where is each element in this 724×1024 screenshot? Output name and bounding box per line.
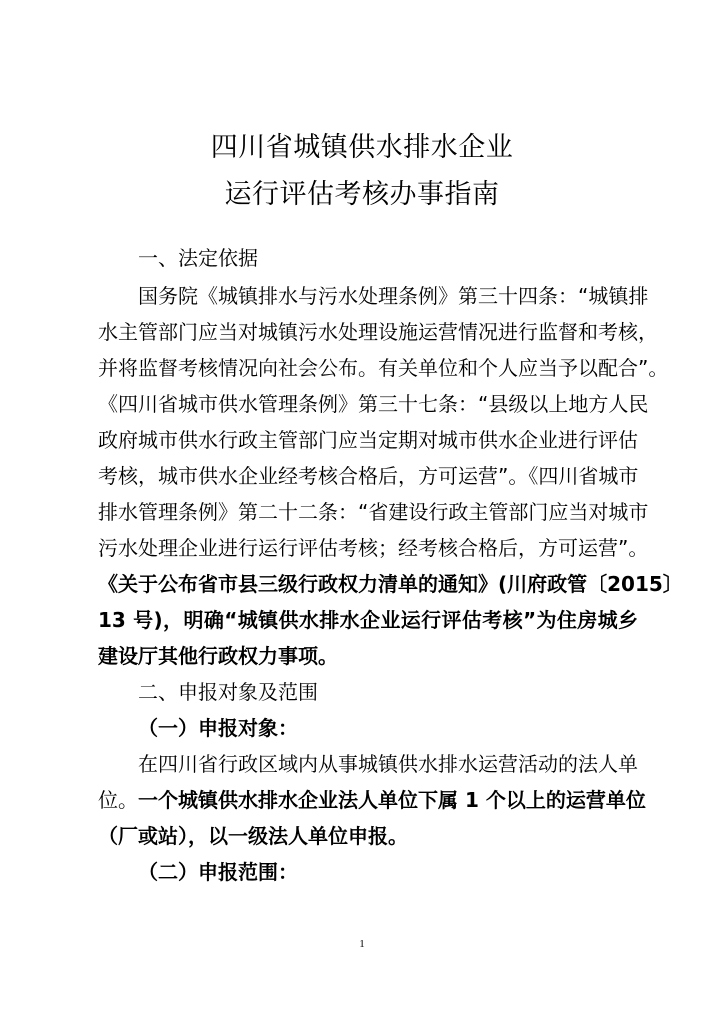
document-title-line-1: 四川省城镇供水排水企业	[210, 132, 514, 163]
paragraph-line: 《四川省城市供水管理条例》第三十七条：“县级以上地方人民	[98, 392, 649, 416]
paragraph-text-bold: 一个城镇供水排水企业法人单位下属 1 个以上的运营单位	[138, 788, 646, 812]
bold-paragraph-line: （厂或站），以一级法人单位申报。	[98, 824, 408, 848]
bold-paragraph-line: 《关于公布省市县三级行政权力清单的通知》(川府政管〔2015〕	[98, 572, 683, 596]
bold-paragraph-line: 13 号)，明确“城镇供水排水企业运行评估考核”为住房城乡	[98, 608, 638, 632]
paragraph-line: 国务院《城镇排水与污水处理条例》第三十四条：“城镇排	[138, 284, 649, 308]
section-2-heading: 二、申报对象及范围	[138, 680, 318, 704]
document-title-line-2: 运行评估考核办事指南	[224, 179, 500, 210]
subsection-1-heading: （一）申报对象：	[138, 716, 298, 740]
bold-paragraph-line: 建设厅其他行政权力事项。	[98, 644, 338, 668]
paragraph-text-normal: 位。	[98, 788, 138, 812]
paragraph-line-mixed	[98, 786, 646, 814]
paragraph-line: 污水处理企业进行运行评估考核；经考核合格后，方可运营”。	[98, 536, 649, 560]
subsection-2-heading: （二）申报范围：	[138, 860, 298, 884]
page-number: 1	[359, 938, 365, 950]
paragraph-line: 政府城市供水行政主管部门应当定期对城市供水企业进行评估	[98, 428, 638, 452]
paragraph-line: 水主管部门应当对城镇污水处理设施运营情况进行监督和考核，	[98, 320, 658, 344]
paragraph-line: 并将监督考核情况向社会公布。有关单位和个人应当予以配合”。	[98, 356, 669, 380]
section-1-heading: 一、法定依据	[138, 246, 258, 270]
paragraph-line: 排水管理条例》第二十二条：“省建设行政主管部门应当对城市	[98, 500, 649, 524]
paragraph-line: 在四川省行政区域内从事城镇供水排水运营活动的法人单	[138, 752, 638, 776]
paragraph-line: 考核，城市供水企业经考核合格后，方可运营”。《四川省城市	[98, 464, 639, 488]
